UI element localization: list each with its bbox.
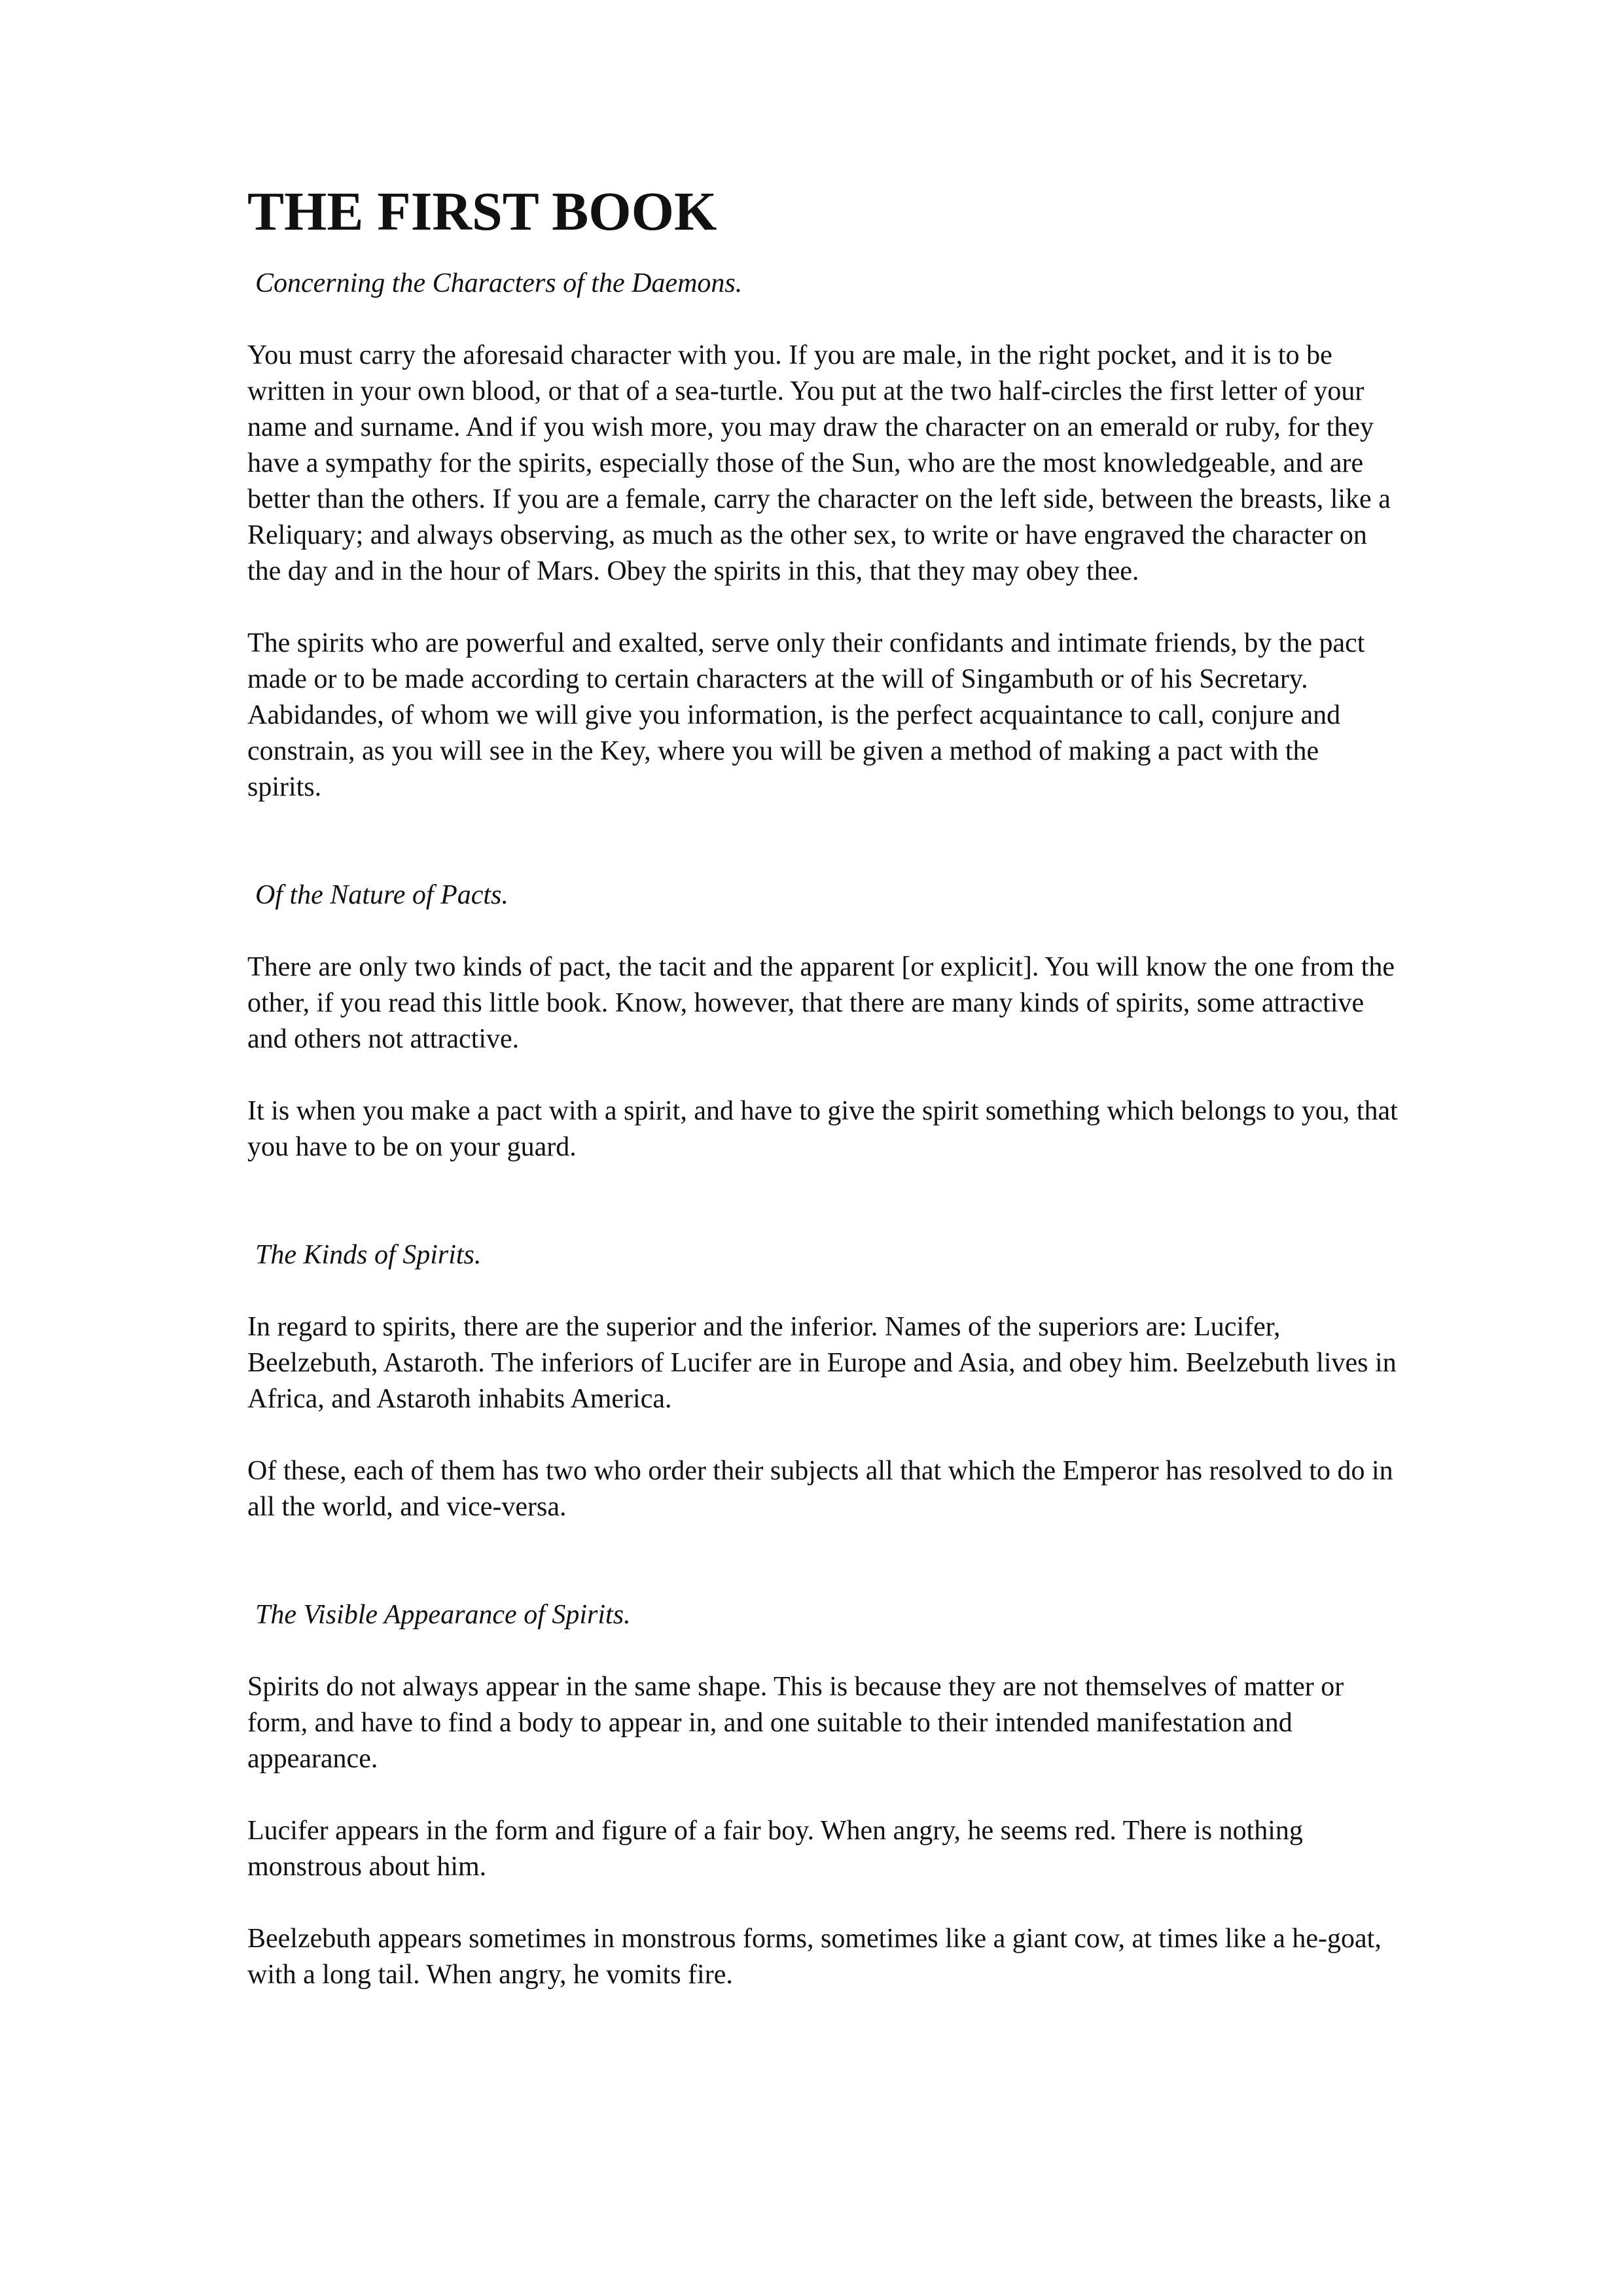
- paragraph: Beelzebuth appears sometimes in monstrous forms, sometimes like a giant cow, at times like a he-goat, with a long tail. When angry, he vomits fire.: [247, 1924, 1382, 1990]
- section-heading: Concerning the Characters of the Daemons.: [255, 268, 743, 298]
- paragraph: Lucifer appears in the form and figure of a fair boy. When angry, he seems red. There is nothing monstrous about him.: [247, 1816, 1303, 1882]
- spacer: [247, 302, 1399, 338]
- paragraph: It is when you make a pact with a spirit, and have to give the spirit something which belongs to you, that you have to be on your guard.: [247, 1096, 1398, 1162]
- spacer: [247, 1417, 1399, 1453]
- section-heading: Of the Nature of Pacts.: [255, 880, 508, 910]
- spacer: [247, 1165, 1399, 1237]
- spacer: [247, 1885, 1399, 1921]
- spacer: [247, 1057, 1399, 1093]
- section-heading: The Kinds of Spirits.: [255, 1240, 482, 1270]
- page-title: THE FIRST BOOK: [247, 181, 717, 242]
- paragraph: Of these, each of them has two who order their subjects all that which the Emperor has resolved to do in all the world, and vice-versa.: [247, 1456, 1393, 1522]
- spacer: [247, 805, 1399, 877]
- paragraph: You must carry the aforesaid character with you. If you are male, in the right pocket, and it is to be written in your own blood, or that of a sea-turtle. You put at the two half-circles the first letter of your name and surname. And if you wish more, you may draw the character on an emerald or ruby, for they have a sympathy for the spirits, especially those of the Sun, who are the most knowledgeable, and are better than the others. If you are a female, carry the character on the left side, between the breasts, like a Reliquary; and always observing, as much as the other sex, to write or have engraved the character on the day and in the hour of Mars. Obey the spirits in this, that they may obey thee.: [247, 340, 1391, 586]
- spacer: [247, 1273, 1399, 1309]
- paragraph: The spirits who are powerful and exalted, serve only their confidants and intimate friends, by the pact made or to be made according to certain characters at the will of Singambuth or of his Secretary. Aabidandes, of whom we will give you information, is the perfect acquaintance to call, conjure and constrain, as you will see in the Key, where you will be given a method of making a pact with the spirits.: [247, 628, 1365, 802]
- spacer: [247, 1777, 1399, 1813]
- spacer: [247, 590, 1399, 626]
- paragraph: There are only two kinds of pact, the tacit and the apparent [or explicit]. You will know the one from the other, if you read this little book. Know, however, that there are many kinds of spirits, some attractive and others not attractive.: [247, 952, 1395, 1054]
- paragraph: Spirits do not always appear in the same shape. This is because they are not themselves of matter or form, and have to find a body to appear in, and one suitable to their intended manifestation and appearance.: [247, 1672, 1344, 1774]
- document-body: [247, 181, 1399, 1993]
- spacer: [247, 1633, 1399, 1669]
- spacer: [247, 1525, 1399, 1597]
- spacer: [247, 913, 1399, 949]
- paragraph: In regard to spirits, there are the superior and the inferior. Names of the superiors are: Lucifer, Beelzebuth, Astaroth. The inferiors of Lucifer are in Europe and Asia, and obey him. Beelzebuth lives in Africa, and Astaroth inhabits America.: [247, 1312, 1397, 1414]
- section-heading: The Visible Appearance of Spirits.: [255, 1600, 631, 1630]
